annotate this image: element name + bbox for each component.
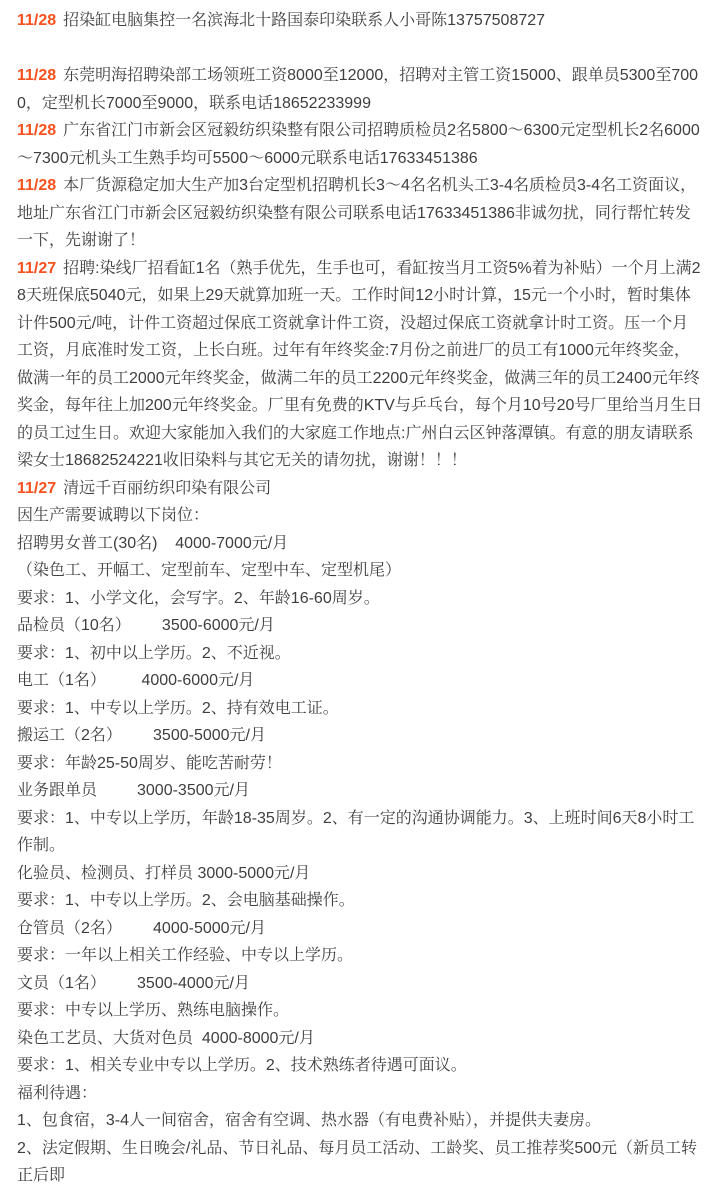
post-paragraph <box>17 1025 704 1053</box>
post-text: 化验员、检测员、打样员 3000-5000元/月 <box>17 864 311 882</box>
post-date: 11/28 <box>17 177 57 194</box>
post-text: 招聘:染线厂招看缸1名（熟手优先，生手也可，看缸按当月工资5%着为补贴）一个月上满28天班保底5040元，如果上29天就算加班一天。工作时间12小时计算，15元一个小时，暂时集体计件500元/吨，计件工资超过保底工资就拿计件工资，没超过保底工资就拿计时工资。压一个月工资，月底准时发工资，上长白班。过年有年终奖金:7月份之前进厂的员工有1000元年终奖金，做满一年的员工2000元年终奖金，做满二年的员工2200元年终奖金，做满三年的员工2400元年终奖金，每年往上加200元年终奖金。厂里有免费的KTV与乒乓台，每个月10号20号厂里给当月生日的员工过生日。欢迎大家能加入我们的大家庭工作地点:广州白云区钟落潭镇。有意的朋友请联系梁女士18682524221收旧染料与其它无关的请勿扰，谢谢！！！ <box>17 259 703 469</box>
post-text: 1、包食宿，3-4人一间宿舍，宿舍有空调、热水器（有电费补贴），并提供夫妻房。 <box>17 1112 602 1129</box>
post-text: （染色工、开幅工、定型前车、定型中车、定型机尾） <box>17 562 402 579</box>
post-text: 2、法定假期、生日晚会/礼品、节日礼品、每月员工活动、工龄奖、员工推荐奖500元（新员工转正后即 <box>17 1139 698 1184</box>
post-paragraph <box>17 805 704 860</box>
post-date: 11/28 <box>17 67 57 84</box>
post-text: 品检员（10名） 3500-6000元/月 <box>17 617 275 634</box>
post-text: 福利待遇： <box>17 1084 98 1102</box>
post-text: 要求：1、中专以上学历，年龄18-35周岁。2、有一定的沟通协调能力。3、上班时间6天8小时工作制。 <box>17 809 695 854</box>
post-paragraph <box>17 722 704 750</box>
post-text: 本厂货源稳定加大生产加3台定型机招聘机长3～4名名机头工3-4名质检员3-4名工资面议，地址广东省江门市新会区冠毅纺织染整有限公司联系电话17633451386非诚勿扰，同行帮忙转发一下，先谢谢了！ <box>17 177 697 249</box>
post-paragraph <box>17 777 704 805</box>
post-paragraph <box>17 860 704 888</box>
post-text: 因生产需要诚聘以下岗位： <box>17 507 210 524</box>
post-paragraph <box>17 997 704 1025</box>
post-text: 广东省江门市新会区冠毅纺织染整有限公司招聘质检员2名5800～6300元定型机长2名6000～7300元机头工生熟手均可5500～6000元联系电话17633451386 <box>17 122 700 167</box>
post-text: 清远千百丽纺织印染有限公司 <box>63 479 272 497</box>
post-text: 业务跟单员 3000-3500元/月 <box>17 782 250 799</box>
post-text: 电工（1名） 4000-6000元/月 <box>17 672 255 689</box>
post-text: 搬运工（2名） 3500-5000元/月 <box>17 727 266 744</box>
post-text: 要求：1、相关专业中专以上学历。2、技术熟练者待遇可面议。 <box>17 1057 467 1074</box>
post-paragraph <box>17 915 704 943</box>
post-text: 东莞明海招聘染部工场领班工资8000至12000，招聘对主管工资15000、跟单员5300至7000，定型机长7000至9000，联系电话18652233999 <box>17 67 699 112</box>
post-paragraph <box>17 1080 704 1108</box>
post-paragraph <box>17 667 704 695</box>
post-paragraph <box>17 585 704 613</box>
post-text: 招聘男女普工(30名) 4000-7000元/月 <box>17 534 289 552</box>
post-text: 文员（1名） 3500-4000元/月 <box>17 974 250 992</box>
post-paragraph <box>17 7 704 35</box>
post-paragraph <box>17 172 704 255</box>
post-paragraph <box>17 62 704 117</box>
post-text: 要求：一年以上相关工作经验、中专以上学历。 <box>17 947 354 964</box>
post-paragraph <box>17 1052 704 1080</box>
post-paragraph <box>17 35 704 63</box>
post-paragraph <box>17 695 704 723</box>
post-text: 要求：中专以上学历、熟练电脑操作。 <box>17 1002 290 1019</box>
post-text: 要求：1、初中以上学历。2、不近视。 <box>17 644 291 662</box>
post-paragraph <box>17 970 704 998</box>
post-text: 仓管员（2名） 4000-5000元/月 <box>17 919 266 937</box>
post-text: 染色工艺员、大货对色员 4000-8000元/月 <box>17 1029 315 1047</box>
post-paragraph <box>17 640 704 668</box>
post-text: 要求：年龄25-50周岁、能吃苦耐劳！ <box>17 754 282 772</box>
post-paragraph <box>17 117 704 172</box>
post-paragraph <box>17 475 704 503</box>
post-date: 11/27 <box>17 479 57 497</box>
post-paragraph <box>17 557 704 585</box>
post-paragraph <box>17 750 704 778</box>
post-paragraph <box>17 502 704 530</box>
post-text: 要求：1、中专以上学历。2、会电脑基础操作。 <box>17 892 355 909</box>
post-date: 11/27 <box>17 259 57 277</box>
post-paragraph <box>17 887 704 915</box>
post-text: 要求：1、小学文化，会写字。2、年龄16-60周岁。 <box>17 589 380 607</box>
post-paragraph <box>17 1135 704 1190</box>
post-paragraph <box>17 942 704 970</box>
post-text: 招染缸电脑集控一名滨海北十路国泰印染联系人小哥陈13757508727 <box>63 12 546 29</box>
post-paragraph <box>17 612 704 640</box>
post-date: 11/28 <box>17 12 57 29</box>
post-paragraph <box>17 1107 704 1135</box>
post-paragraph <box>17 255 704 475</box>
post-text: 要求：1、中专以上学历。2、持有效电工证。 <box>17 699 339 717</box>
post-paragraph <box>17 530 704 558</box>
post-date: 11/28 <box>17 122 57 139</box>
